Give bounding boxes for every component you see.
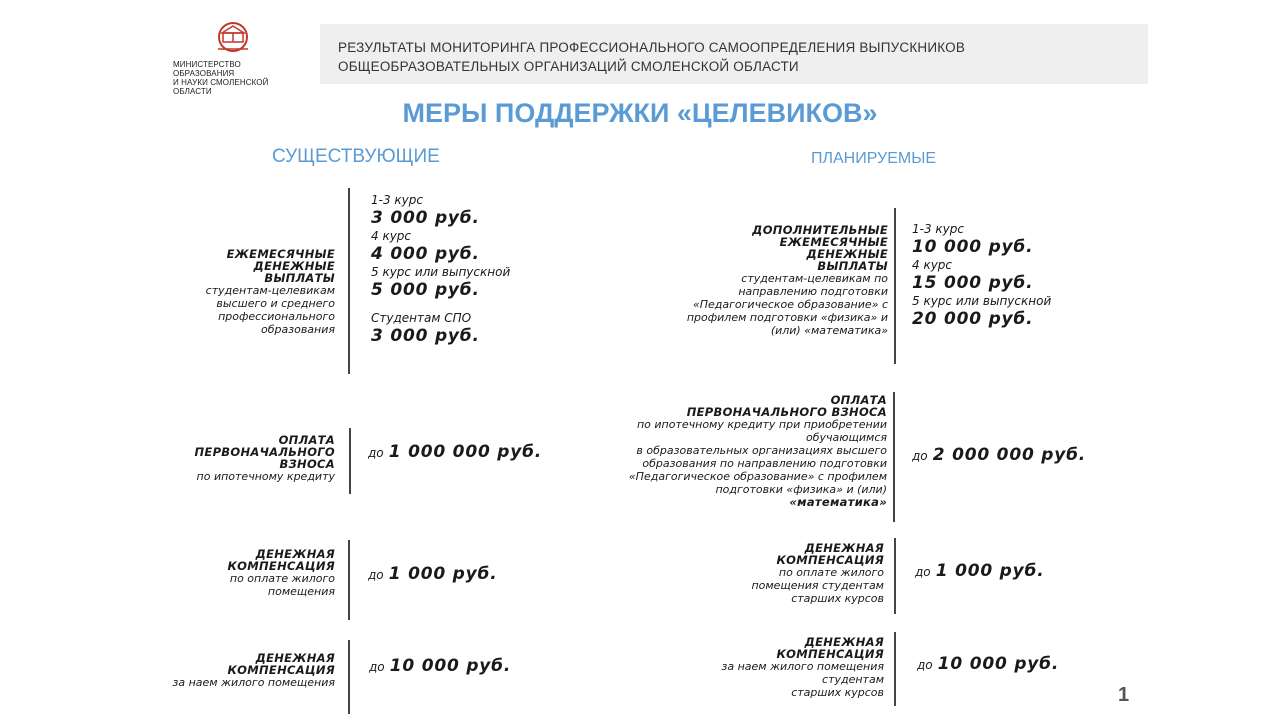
label-desc: помещения [267, 585, 335, 598]
label-bold: ДЕНЕЖНЫЕ [806, 247, 888, 261]
label-bold: ДЕНЕЖНАЯ [255, 547, 335, 561]
section-existing-heading: СУЩЕСТВУЮЩИЕ [272, 146, 440, 167]
label-desc: за наем жилого помещения [721, 660, 884, 673]
amount: 5 000 руб. [371, 280, 480, 300]
label-desc: подготовки «физика» и (или) [715, 483, 887, 496]
amount-prefix: до [369, 660, 385, 674]
existing-monthly-label [206, 248, 335, 336]
amount: 10 000 руб. [912, 237, 1034, 257]
course-label: 1-3 курс [912, 222, 964, 236]
label-bold: ПЕРВОНАЧАЛЬНОГО ВЗНОСА [686, 405, 887, 419]
label-desc: «Педагогическое образование» с профилем [628, 470, 887, 483]
amount: 3 000 руб. [371, 208, 480, 228]
divider [348, 640, 350, 714]
amount: 1 000 руб. [935, 561, 1045, 581]
amount-prefix: до [915, 565, 931, 579]
page-number: 1 [1118, 684, 1130, 706]
label-bold: КОМПЕНСАЦИЯ [776, 647, 884, 661]
label-bold: ДОПОЛНИТЕЛЬНЫЕ [752, 223, 888, 237]
planned-monthly-label [687, 224, 888, 337]
label-bold: ЕЖЕМЕСЯЧНЫЕ [226, 247, 335, 261]
logo-line-2: И НАУКИ СМОЛЕНСКОЙ ОБЛАСТИ [173, 78, 269, 96]
label-bold: КОМПЕНСАЦИЯ [776, 553, 884, 567]
planned-rent-label [722, 636, 884, 699]
planned-housing-value [915, 561, 1044, 581]
course-label: Студентам СПО [371, 311, 472, 325]
label-bold: ДЕНЕЖНАЯ [255, 651, 335, 665]
label-bold: ДЕНЕЖНЫЕ [253, 259, 335, 273]
divider [893, 392, 895, 522]
label-desc: высшего и среднего [216, 297, 335, 310]
header-banner [320, 24, 1148, 84]
label-desc: образования по направлению подготовки [642, 457, 887, 470]
label-desc: направлению подготовки [738, 285, 888, 298]
label-bold: КОМПЕНСАЦИЯ [227, 663, 335, 677]
label-bold: ВЫПЛАТЫ [817, 259, 888, 273]
label-desc: «математика» [789, 495, 887, 509]
amount: 1 000 руб. [388, 564, 498, 584]
header-line-1: РЕЗУЛЬТАТЫ МОНИТОРИНГА ПРОФЕССИОНАЛЬНОГО САМООПРЕДЕЛЕНИЯ ВЫПУСКНИКОВ [338, 40, 966, 55]
course-label: 1-3 курс [371, 193, 423, 207]
label-desc: за наем жилого помещения [172, 676, 335, 689]
divider [349, 428, 351, 494]
divider [348, 188, 350, 374]
amount: 1 000 000 руб. [388, 442, 543, 462]
label-desc: образования [261, 323, 335, 336]
amount: 4 000 руб. [371, 244, 480, 264]
label-desc: студентам-целевикам по [741, 272, 888, 285]
course-label: 5 курс или выпускной [371, 265, 511, 279]
label-desc: «Педагогическое образование» с [692, 298, 888, 311]
planned-monthly-values [912, 222, 1051, 330]
existing-rent-label [173, 652, 335, 689]
divider [348, 540, 350, 620]
label-desc: старших курсов [791, 686, 884, 699]
label-bold: ОПЛАТА [830, 393, 887, 407]
label-bold: КОМПЕНСАЦИЯ [227, 559, 335, 573]
ministry-emblem-icon [212, 22, 254, 56]
label-bold: ДЕНЕЖНАЯ [804, 541, 884, 555]
header-line-2: ОБЩЕОБРАЗОВАТЕЛЬНЫХ ОРГАНИЗАЦИЙ СМОЛЕНСКОЙ ОБЛАСТИ [338, 59, 799, 74]
divider [894, 538, 896, 614]
amount: 20 000 руб. [912, 309, 1034, 329]
course-label: 5 курс или выпускной [912, 294, 1052, 308]
course-label: 4 курс [371, 229, 412, 243]
label-desc: по ипотечному кредиту при приобретении [636, 418, 887, 431]
planned-housing-label [751, 542, 884, 605]
amount-prefix: до [912, 449, 928, 463]
divider [894, 208, 896, 364]
label-desc: помещения студентам [751, 579, 884, 592]
page-title: МЕРЫ ПОДДЕРЖКИ «ЦЕЛЕВИКОВ» [402, 98, 878, 128]
amount: 15 000 руб. [912, 273, 1034, 293]
label-desc: профессионального [218, 310, 335, 323]
amount-prefix: до [917, 658, 933, 672]
label-bold: ВЗНОСА [279, 457, 335, 471]
label-bold: ВЫПЛАТЫ [264, 271, 335, 285]
divider [894, 632, 896, 706]
amount: 10 000 руб. [389, 656, 512, 676]
logo-line-1: МИНИСТЕРСТВО ОБРАЗОВАНИЯ [173, 60, 241, 78]
label-desc: (или) «математика» [770, 324, 888, 337]
planned-mortgage-value [912, 445, 1086, 465]
course-label: 4 курс [912, 258, 953, 272]
amount: 2 000 000 руб. [932, 445, 1087, 465]
ministry-logo [165, 22, 300, 96]
label-desc: в образовательных организациях высшего [636, 444, 887, 457]
label-desc: по оплате жилого [778, 566, 884, 579]
label-desc: старших курсов [791, 592, 884, 605]
label-desc: студентам [822, 673, 884, 686]
label-bold: ЕЖЕМЕСЯЧНЫЕ [779, 235, 888, 249]
section-planned-heading: ПЛАНИРУЕМЫЕ [811, 150, 937, 167]
amount-prefix: до [368, 446, 384, 460]
label-desc: студентам-целевикам [205, 284, 335, 297]
label-bold: ДЕНЕЖНАЯ [804, 635, 884, 649]
label-desc: профилем подготовки «физика» и [686, 311, 888, 324]
amount: 10 000 руб. [937, 654, 1060, 674]
existing-monthly-values [371, 193, 510, 347]
existing-rent-value [369, 656, 511, 676]
amount-prefix: до [368, 568, 384, 582]
amount: 3 000 руб. [371, 326, 480, 346]
existing-mortgage-label [195, 434, 336, 483]
label-desc: по оплате жилого [229, 572, 335, 585]
planned-rent-value [917, 654, 1059, 674]
existing-housing-value [368, 564, 497, 584]
planned-mortgage-label [629, 394, 887, 508]
label-desc: по ипотечному кредиту [196, 470, 335, 483]
existing-mortgage-value [368, 442, 542, 462]
label-bold: ПЕРВОНАЧАЛЬНОГО [194, 445, 335, 459]
existing-housing-label [227, 548, 335, 598]
label-bold: ОПЛАТА [278, 433, 335, 447]
label-desc: обучающимся [806, 431, 887, 444]
